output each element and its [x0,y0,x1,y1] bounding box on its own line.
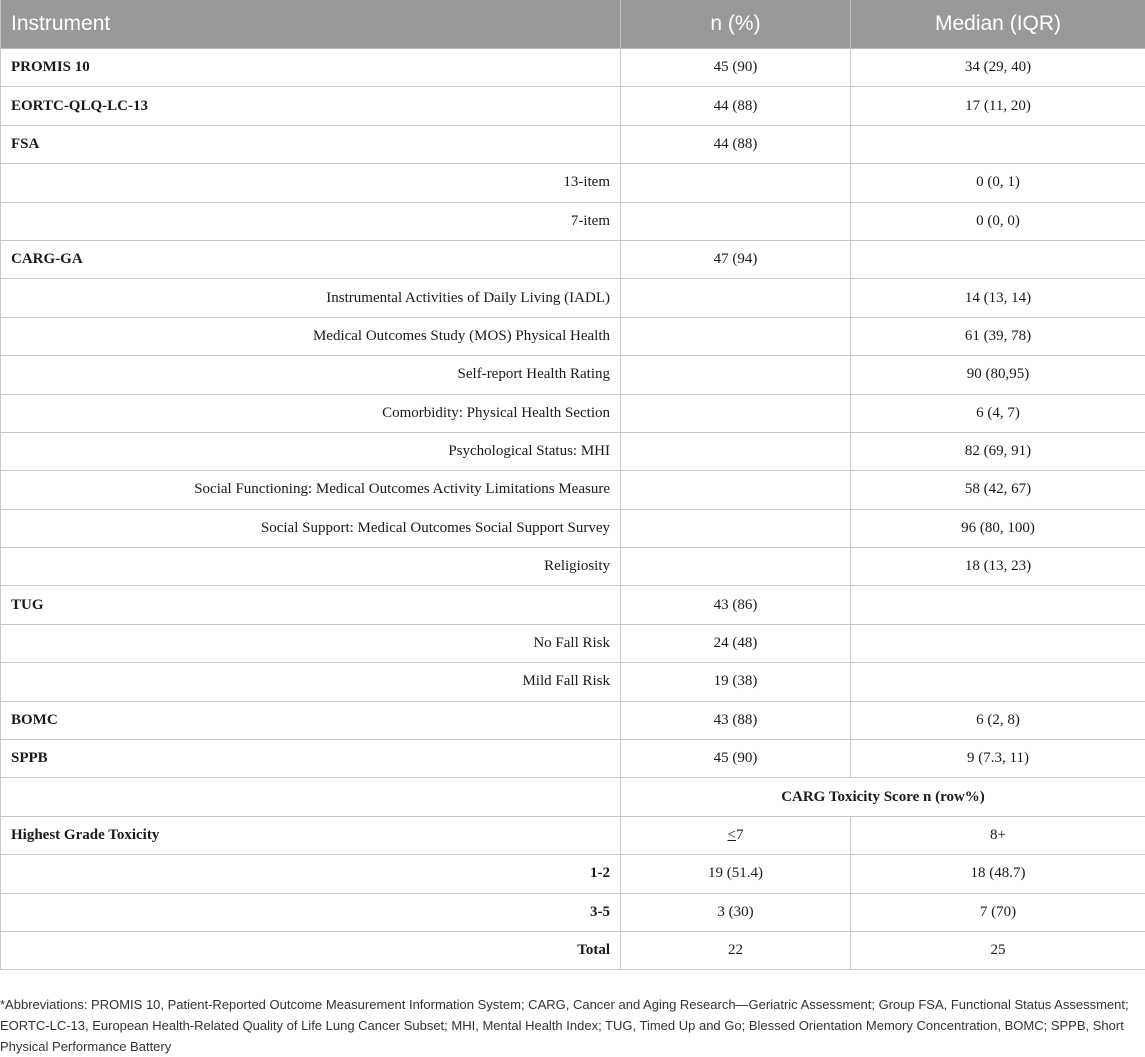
instrument-label: Self-report Health Rating [1,356,621,394]
n-percent-cell: 44 (88) [621,125,851,163]
table-row [1,740,1145,778]
instrument-label: PROMIS 10 [1,49,621,87]
table-row [1,202,1145,240]
median-iqr-cell: 9 (7.3, 11) [851,740,1145,778]
toxicity-row [1,931,1145,969]
instrument-label: SPPB [1,740,621,778]
toxicity-span-header-row [1,778,1145,816]
n-percent-cell [621,509,851,547]
n-percent-cell [621,202,851,240]
n-percent-cell [621,164,851,202]
median-iqr-cell: 90 (80,95) [851,356,1145,394]
toxicity-low-cell: 22 [621,931,851,969]
toxicity-col-low [621,816,851,854]
table-row [1,701,1145,739]
median-iqr-cell: 18 (13, 23) [851,548,1145,586]
n-percent-cell [621,471,851,509]
toxicity-row-label: Highest Grade Toxicity [1,816,621,854]
instrument-label: CARG-GA [1,240,621,278]
footnote: *Abbreviations: PROMIS 10, Patient-Reported Outcome Measurement Information System; CARG, Cancer and Aging Research—Geriatric Assessment; Group FSA, Functional Status Assessment; EORTC-LC-13, European Health-Related Quality of Life Lung Cancer Subset; MHI, Mental Health Index; TUG, Timed Up and Go; Blessed Orientation Memory Concentration, BOMC; SPPB, Short Physical Performance Battery [0,994,1138,1057]
table-row [1,548,1145,586]
median-iqr-cell: 6 (2, 8) [851,701,1145,739]
header-row [1,0,1145,49]
n-percent-cell: 43 (86) [621,586,851,624]
header-instrument: Instrument [1,0,621,49]
table-row [1,624,1145,662]
table-row [1,432,1145,470]
n-percent-cell: 45 (90) [621,740,851,778]
median-iqr-cell: 14 (13, 14) [851,279,1145,317]
table-row [1,471,1145,509]
toxicity-span-header: CARG Toxicity Score n (row%) [621,778,1145,816]
instrument-label: Social Functioning: Medical Outcomes Activity Limitations Measure [1,471,621,509]
instrument-label: Comorbidity: Physical Health Section [1,394,621,432]
median-iqr-cell: 0 (0, 1) [851,164,1145,202]
table-row [1,356,1145,394]
toxicity-col-high: 8+ [851,816,1145,854]
median-iqr-cell: 6 (4, 7) [851,394,1145,432]
n-percent-cell [621,548,851,586]
toxicity-high-cell: 7 (70) [851,893,1145,931]
median-iqr-cell: 96 (80, 100) [851,509,1145,547]
table-row [1,164,1145,202]
n-percent-cell: 24 (48) [621,624,851,662]
table-row [1,509,1145,547]
table-row [1,49,1145,87]
n-percent-cell [621,432,851,470]
median-iqr-cell: 17 (11, 20) [851,87,1145,125]
instrument-label: Social Support: Medical Outcomes Social Support Survey [1,509,621,547]
instrument-label: Medical Outcomes Study (MOS) Physical Health [1,317,621,355]
toxicity-blank-cell [1,778,621,816]
table-body [1,49,1145,970]
toxicity-grade-label: 3-5 [1,893,621,931]
median-iqr-cell [851,624,1145,662]
median-iqr-cell: 82 (69, 91) [851,432,1145,470]
toxicity-columns-row [1,816,1145,854]
n-percent-cell: 44 (88) [621,87,851,125]
instrument-label: TUG [1,586,621,624]
median-iqr-cell: 61 (39, 78) [851,317,1145,355]
instrument-label: Instrumental Activities of Daily Living (IADL) [1,279,621,317]
median-iqr-cell: 34 (29, 40) [851,49,1145,87]
n-percent-cell: 19 (38) [621,663,851,701]
toxicity-grade-label: Total [1,931,621,969]
instrument-label: 13-item [1,164,621,202]
instrument-label: FSA [1,125,621,163]
toxicity-col-low-value: 7 [736,827,744,843]
median-iqr-cell [851,125,1145,163]
n-percent-cell: 45 (90) [621,49,851,87]
instrument-label: Religiosity [1,548,621,586]
instrument-label: EORTC-QLQ-LC-13 [1,87,621,125]
median-iqr-cell [851,663,1145,701]
toxicity-row [1,855,1145,893]
n-percent-cell: 47 (94) [621,240,851,278]
table-row [1,317,1145,355]
n-percent-cell [621,356,851,394]
n-percent-cell: 43 (88) [621,701,851,739]
toxicity-high-cell: 18 (48.7) [851,855,1145,893]
toxicity-high-cell: 25 [851,931,1145,969]
toxicity-row [1,893,1145,931]
instrument-label: Psychological Status: MHI [1,432,621,470]
instrument-label: No Fall Risk [1,624,621,662]
n-percent-cell [621,317,851,355]
median-iqr-cell: 0 (0, 0) [851,202,1145,240]
toxicity-grade-label: 1-2 [1,855,621,893]
instrument-label: Mild Fall Risk [1,663,621,701]
header-median-iqr: Median (IQR) [851,0,1145,49]
table-row [1,586,1145,624]
less-equal-symbol: < [728,827,736,843]
table-row [1,240,1145,278]
table-row [1,663,1145,701]
median-iqr-cell: 58 (42, 67) [851,471,1145,509]
table-row [1,279,1145,317]
table-row [1,87,1145,125]
n-percent-cell [621,394,851,432]
toxicity-low-cell: 19 (51.4) [621,855,851,893]
instrument-label: BOMC [1,701,621,739]
n-percent-cell [621,279,851,317]
median-iqr-cell [851,586,1145,624]
median-iqr-cell [851,240,1145,278]
instrument-label: 7-item [1,202,621,240]
table-row [1,125,1145,163]
toxicity-low-cell: 3 (30) [621,893,851,931]
header-n-percent: n (%) [621,0,851,49]
table-row [1,394,1145,432]
